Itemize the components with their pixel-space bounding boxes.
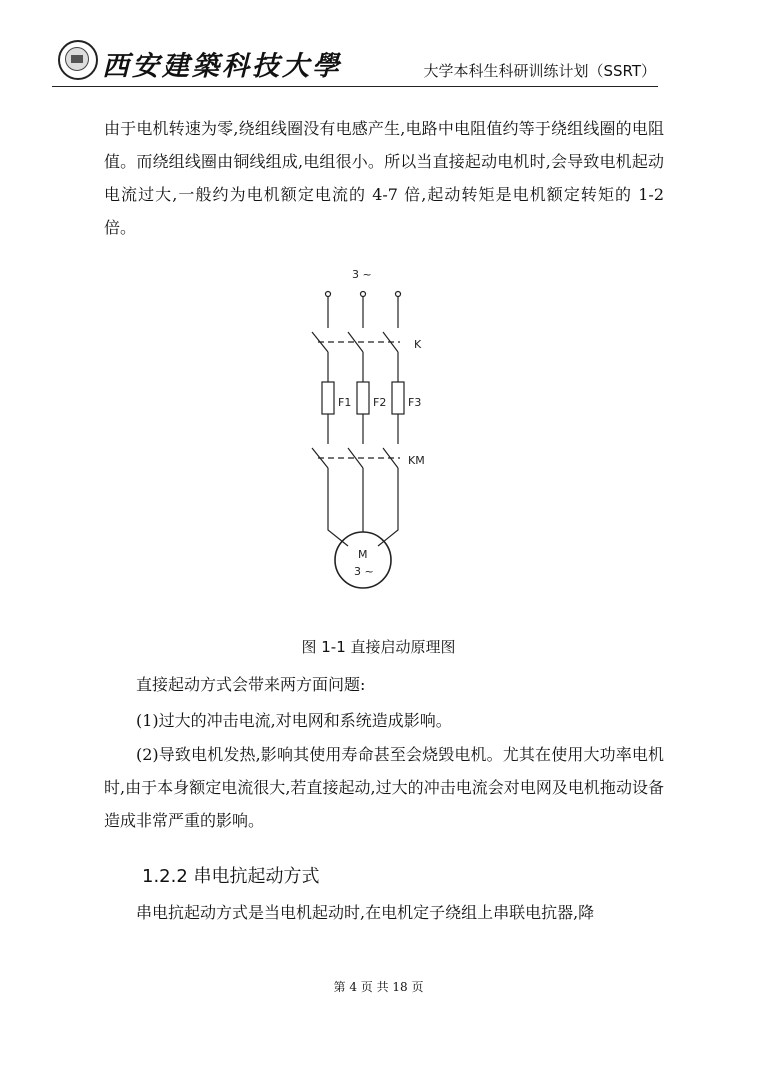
switch-k-label: K: [414, 338, 422, 351]
figure-caption: 图 1-1 直接启动原理图: [301, 638, 456, 656]
fuse-f2: [357, 382, 369, 414]
paragraph-5: 串电抗起动方式是当电机起动时,在电机定子绕组上串联电抗器,降: [136, 903, 595, 922]
terminal-3: [396, 292, 401, 297]
fuse-f2-label: F2: [373, 396, 387, 409]
motor-sub-label: 3 ~: [354, 565, 374, 578]
page-header: [52, 38, 658, 87]
university-logo-icon: [58, 40, 98, 80]
paragraph-1: 由于电机转速为零,绕组线圈没有电感产生,电路中电阻值约等于绕组线圈的电阻值。而绕组线圈由铜线组成,电组很小。所以当直接起动电机时,会导致电机起动电流过大,一般约为电机额定电流的 4-7 倍,起动转矩是电机额定转矩的 1-2 倍。: [104, 119, 664, 237]
program-title: 大学本科生科研训练计划（SSRT）: [423, 62, 656, 80]
terminal-2: [361, 292, 366, 297]
page-footer: 第 4 页 共 18 页: [333, 980, 424, 994]
circuit-diagram: [300, 262, 460, 592]
paragraph-3: (1)过大的冲击电流,对电网和系统造成影响。: [136, 711, 452, 730]
fuse-f1: [322, 382, 334, 414]
fuse-f1-label: F1: [338, 396, 352, 409]
fuse-f3-label: F3: [408, 396, 422, 409]
paragraph-2: 直接起动方式会带来两方面问题:: [136, 675, 366, 694]
motor-label: M: [358, 548, 368, 561]
fuse-f3: [392, 382, 404, 414]
terminal-1: [326, 292, 331, 297]
paragraph-4: (2)导致电机发热,影响其使用寿命甚至会烧毁电机。尤其在使用大功率电机时,由于本身额定电流很大,若直接起动,过大的冲击电流会对电网及电机拖动设备造成非常严重的影响。: [104, 745, 664, 830]
section-heading: 1.2.2 串电抗起动方式: [142, 866, 320, 887]
circuit-diagram-svg: [300, 262, 460, 592]
university-name: 西安建築科技大學: [102, 51, 342, 82]
contactor-km-label: KM: [408, 454, 425, 467]
supply-label: 3 ~: [352, 268, 372, 281]
